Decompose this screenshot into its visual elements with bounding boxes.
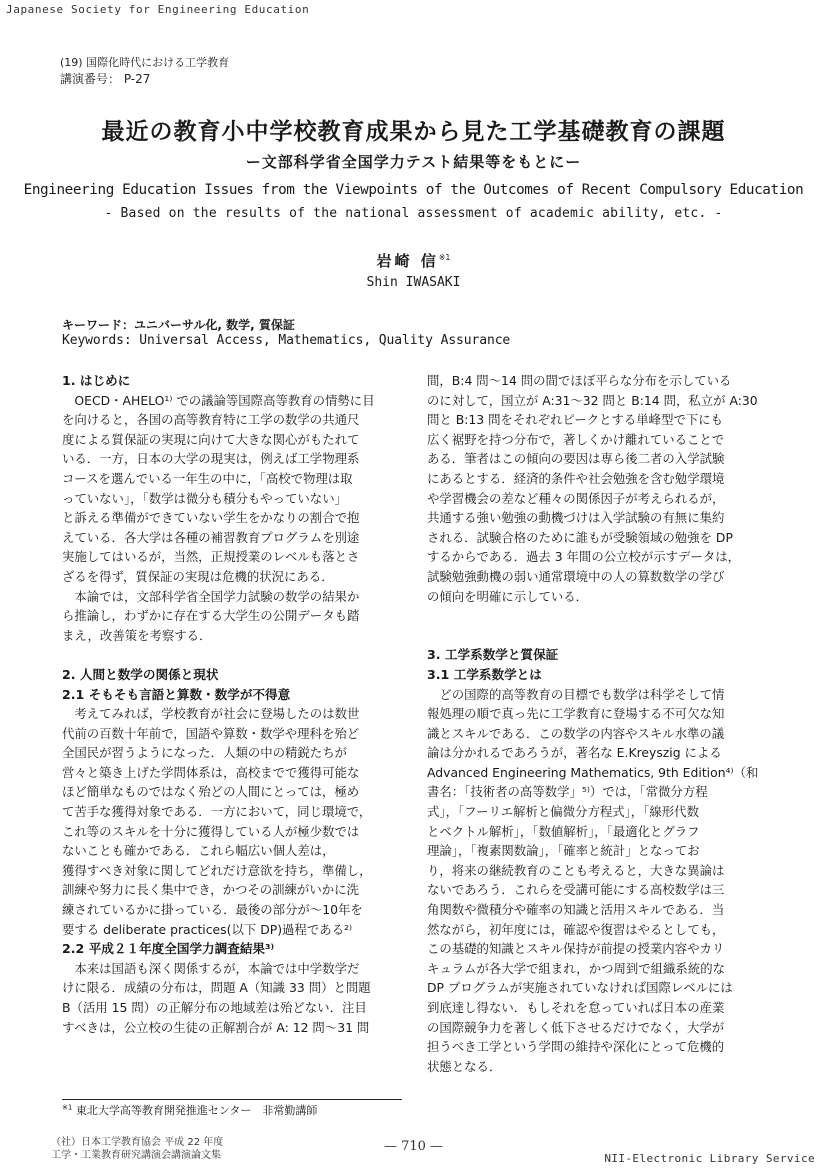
body-text-line: 到底達し得ない．もしそれを怠っていれば日本の産業 [427, 1000, 725, 1015]
paper-title-en: Engineering Education Issues from the Viewpoints of the Outcomes of Recent Compulsory Education [23, 182, 804, 198]
body-text-line: や学習機会の差など種々の関係因子が考えられるが， [427, 490, 725, 506]
body-text-line: DP プログラムが実施されていなければ国際レベルには [427, 980, 733, 996]
body-text-line: この基礎的知識とスキル保持が前提の授業内容やカリ [427, 941, 725, 957]
body-text-line: 然ながら，初年度には，確認や復習はやるとしても， [427, 921, 725, 937]
footnote [62, 1102, 317, 1118]
body-text-line: ないことも確かである．これら幅広い個人差は， [62, 843, 335, 859]
footnote-rule [62, 1099, 402, 1100]
body-text-line: 実施してはいるが，当然，正規授業のレベルも落とさ [62, 549, 360, 565]
body-text-line: 識とスキルである．この数学の内容やスキル水準の議 [427, 725, 725, 741]
body-text-line: えている．各大学は各種の補習教育プログラムを別途 [62, 529, 360, 545]
session-label: (19) 国際化時代における工学教育 [60, 56, 230, 69]
body-text-line: 本来は国語も深く関係するが，本論では中学数学だ [62, 960, 360, 976]
body-text-line: と訴える準備ができていない学生をかなりの割合で抱 [62, 510, 360, 526]
body-text-line: の傾向を明確に示している． [427, 588, 589, 604]
body-text-line: 問と B:13 問をそれぞれピークとする単峰型で下にも [427, 412, 724, 428]
paragraph-gap [427, 626, 769, 646]
lecture-number: 講演番号： P-27 [60, 72, 151, 86]
body-text-line: 代前の百数十年前で，国語や算数・数学や理科を殆ど [62, 725, 360, 741]
body-text-line: 理論」，「複素関数論」，「確率と統計」となってお [427, 843, 700, 859]
body-text-line: 角関数や微積分や確率の知識と活用スキルである．当 [427, 902, 725, 918]
paper-title-ja: 最近の教育小中学校教育成果から見た工学基礎教育の課題 [101, 119, 726, 145]
section-heading: 2. 人間と数学の関係と現状 [62, 666, 219, 682]
section-heading: 3. 工学系数学と質保証 [427, 647, 559, 663]
section-heading: 2.2 平成２１年度全国学力調査結果³⁾ [62, 941, 275, 957]
section-heading: 2.1 そもそも言語と算数・数学が不得意 [62, 686, 291, 702]
body-text-line: 本論では，文部科学省全国学力試験の数学の結果か [62, 588, 360, 604]
body-text-line: 式」，「フーリエ解析と偏微分方程式」，「線形代数 [427, 804, 699, 820]
body-text-line: 間，B:4 問～14 問の間でほぼ平らな分布を示している [427, 373, 732, 388]
body-text-line: 広く裾野を持つ分布で，著しくかけ離れていることで [427, 431, 725, 447]
body-text-line: て苦手な獲得対象である．一方において，同じ環境で， [62, 804, 372, 820]
footnote-mark: ※1 [62, 1103, 73, 1112]
body-text-line: 報処理の順で真っ先に工学教育に登場する不可欠な知 [427, 706, 725, 722]
body-text-line: キュラムが各大学で組まれ，かつ周到で組織系統的な [427, 960, 725, 976]
keywords-ja: キーワード：ユニバーサル化, 数学, 質保証 [62, 318, 295, 332]
body-text-line: 試験勉強動機の弱い通常環境中の人の算数数学の学び [427, 568, 725, 584]
body-text-line: り，将来の継続教育のことも考えると，大きな異論は [427, 862, 725, 878]
section-heading: 3.1 工学系数学とは [427, 666, 542, 682]
body-text-line: ある．筆者はこの傾向の要因は専ら後二者の入学試験 [427, 451, 725, 467]
body-text-line: ざるを得ず，質保証の実現は危機的状況にある． [62, 568, 334, 584]
body-text-line: 度による質保証の実現に向けて大きな関心がもたれて [62, 431, 360, 447]
body-text-line: どの国際的高等教育の目標でも数学は科学そして情 [427, 686, 725, 702]
body-text-line: 営々と築き上げた学問体系は，高校までで獲得可能な [62, 764, 360, 780]
body-text-line: 論は分かれるであろうが，著名な E.Kreyszig による [427, 745, 722, 761]
footer-organization-line2: 工学・工業教育研究講演会講演論文集 [51, 1150, 221, 1161]
body-text-line: を向けると，各国の高等教育特に工学の数学の共通尺 [62, 412, 360, 428]
body-text-line: 訓練や努力に長く集中でき，かつその訓練がいかに洗 [62, 882, 359, 898]
body-text-line: ほど簡単なものではなく殆どの人間にとっては，極め [62, 784, 360, 800]
footer-organization-line1: （社）日本工学教育協会 平成 22 年度 [51, 1137, 224, 1148]
body-text-line: これ等のスキルを十分に獲得している人が極少数では [62, 823, 360, 839]
author-name-ja-text: 岩崎 信 [376, 252, 439, 270]
society-header: Japanese Society for Engineering Education [6, 3, 310, 16]
nii-service-label: NII-Electronic Library Service [604, 1152, 815, 1165]
body-text-line: 練されているかに掛っている．最後の部分が～10年を [62, 902, 363, 918]
body-text-line: のに対して，国立が A:31～32 問と B:14 問，私立が A:30 [427, 392, 758, 408]
body-text-line: B（活用 15 問）の正解分布の地域差は殆どない．注目 [62, 1000, 367, 1015]
body-text-line: 担うべき工学という学問の維持や深化にとって危機的 [427, 1039, 725, 1055]
body-text-line: 考えてみれば，学校教育が社会に登場したのは数世 [62, 706, 360, 722]
body-text-line: ら推論し，わずかに存在する大学生の公開データも踏 [62, 608, 360, 624]
body-text-line: される．試験合格のために誰もが受験領域の勉強を DP [427, 529, 733, 545]
page-number: — 710 — [383, 1139, 444, 1154]
keywords-en: Keywords: Universal Access, Mathematics, Quality Assurance [62, 333, 511, 348]
body-text-line: 共通する強い勉強の動機づけは入学試験の有無に集約 [427, 510, 725, 526]
body-text-line: 獲得すべき対象に関してどれだけ意欲を持ち，準備し， [62, 862, 372, 878]
paper-subtitle-ja: ー文部科学省全国学力テスト結果等をもとにー [245, 153, 582, 171]
body-text-line: すべきは，公立校の生徒の正解割合が A: 12 問～31 問 [62, 1019, 370, 1035]
body-text-line: するからである．過去 3 年間の公立校が示すデータは， [427, 549, 741, 565]
body-text-line: 全国民が習うようになった．人類の中の精鋭たちが [62, 745, 347, 761]
paragraph-gap [62, 645, 402, 665]
left-column [62, 371, 402, 1037]
body-text-line: コースを選んでいる一年生の中に，「高校で物理は取 [62, 470, 353, 486]
body-text-line: っていない」，「数学は微分も積分もやっていない」 [62, 490, 347, 506]
body-text-line: OECD・AHELO¹⁾ での議論等国際高等教育の情勢に目 [62, 392, 375, 408]
author-name-ja [0, 250, 827, 271]
body-text-line: にあるとする．経済的条件や社会勉強を含む勉学環境 [427, 470, 725, 486]
body-text-line: とベクトル解析」，「数値解析」，「最適化とグラフ [427, 823, 700, 839]
body-text-line: ないであろう．これらを受講可能にする高校数学は三 [427, 882, 725, 898]
paper-subtitle-en: - Based on the results of the national assessment of academic ability, etc. - [104, 206, 723, 221]
footnote-text: 東北大学高等教育開発推進センター 非常勤講師 [72, 1104, 318, 1117]
section-heading: 1. はじめに [62, 373, 131, 388]
body-text-line: 書名：「技術者の高等数学」⁵⁾）では，「常微分方程 [427, 784, 708, 800]
right-column [427, 371, 769, 1076]
paragraph-gap [427, 606, 769, 626]
body-text-line: まえ，改善策を考察する． [62, 627, 212, 643]
author-affiliation-mark: ※1 [438, 253, 451, 262]
body-text-line: Advanced Engineering Mathematics, 9th Edition⁴⁾（和 [427, 764, 759, 780]
body-text-line: の国際競争力を著しく低下させるだけでなく，大学が [427, 1019, 725, 1035]
body-text-line: 状態となる． [427, 1058, 502, 1074]
author-name-en: Shin IWASAKI [366, 275, 461, 290]
body-text-line: 要する deliberate practices(以下 DP)過程である²⁾ [62, 921, 352, 937]
body-text-line: いる．一方，日本の大学の現実は，例えば工学物理系 [62, 451, 360, 467]
body-text-line: けに限る．成績の分布は，問題 A（知識 33 問）と問題 [62, 980, 371, 996]
